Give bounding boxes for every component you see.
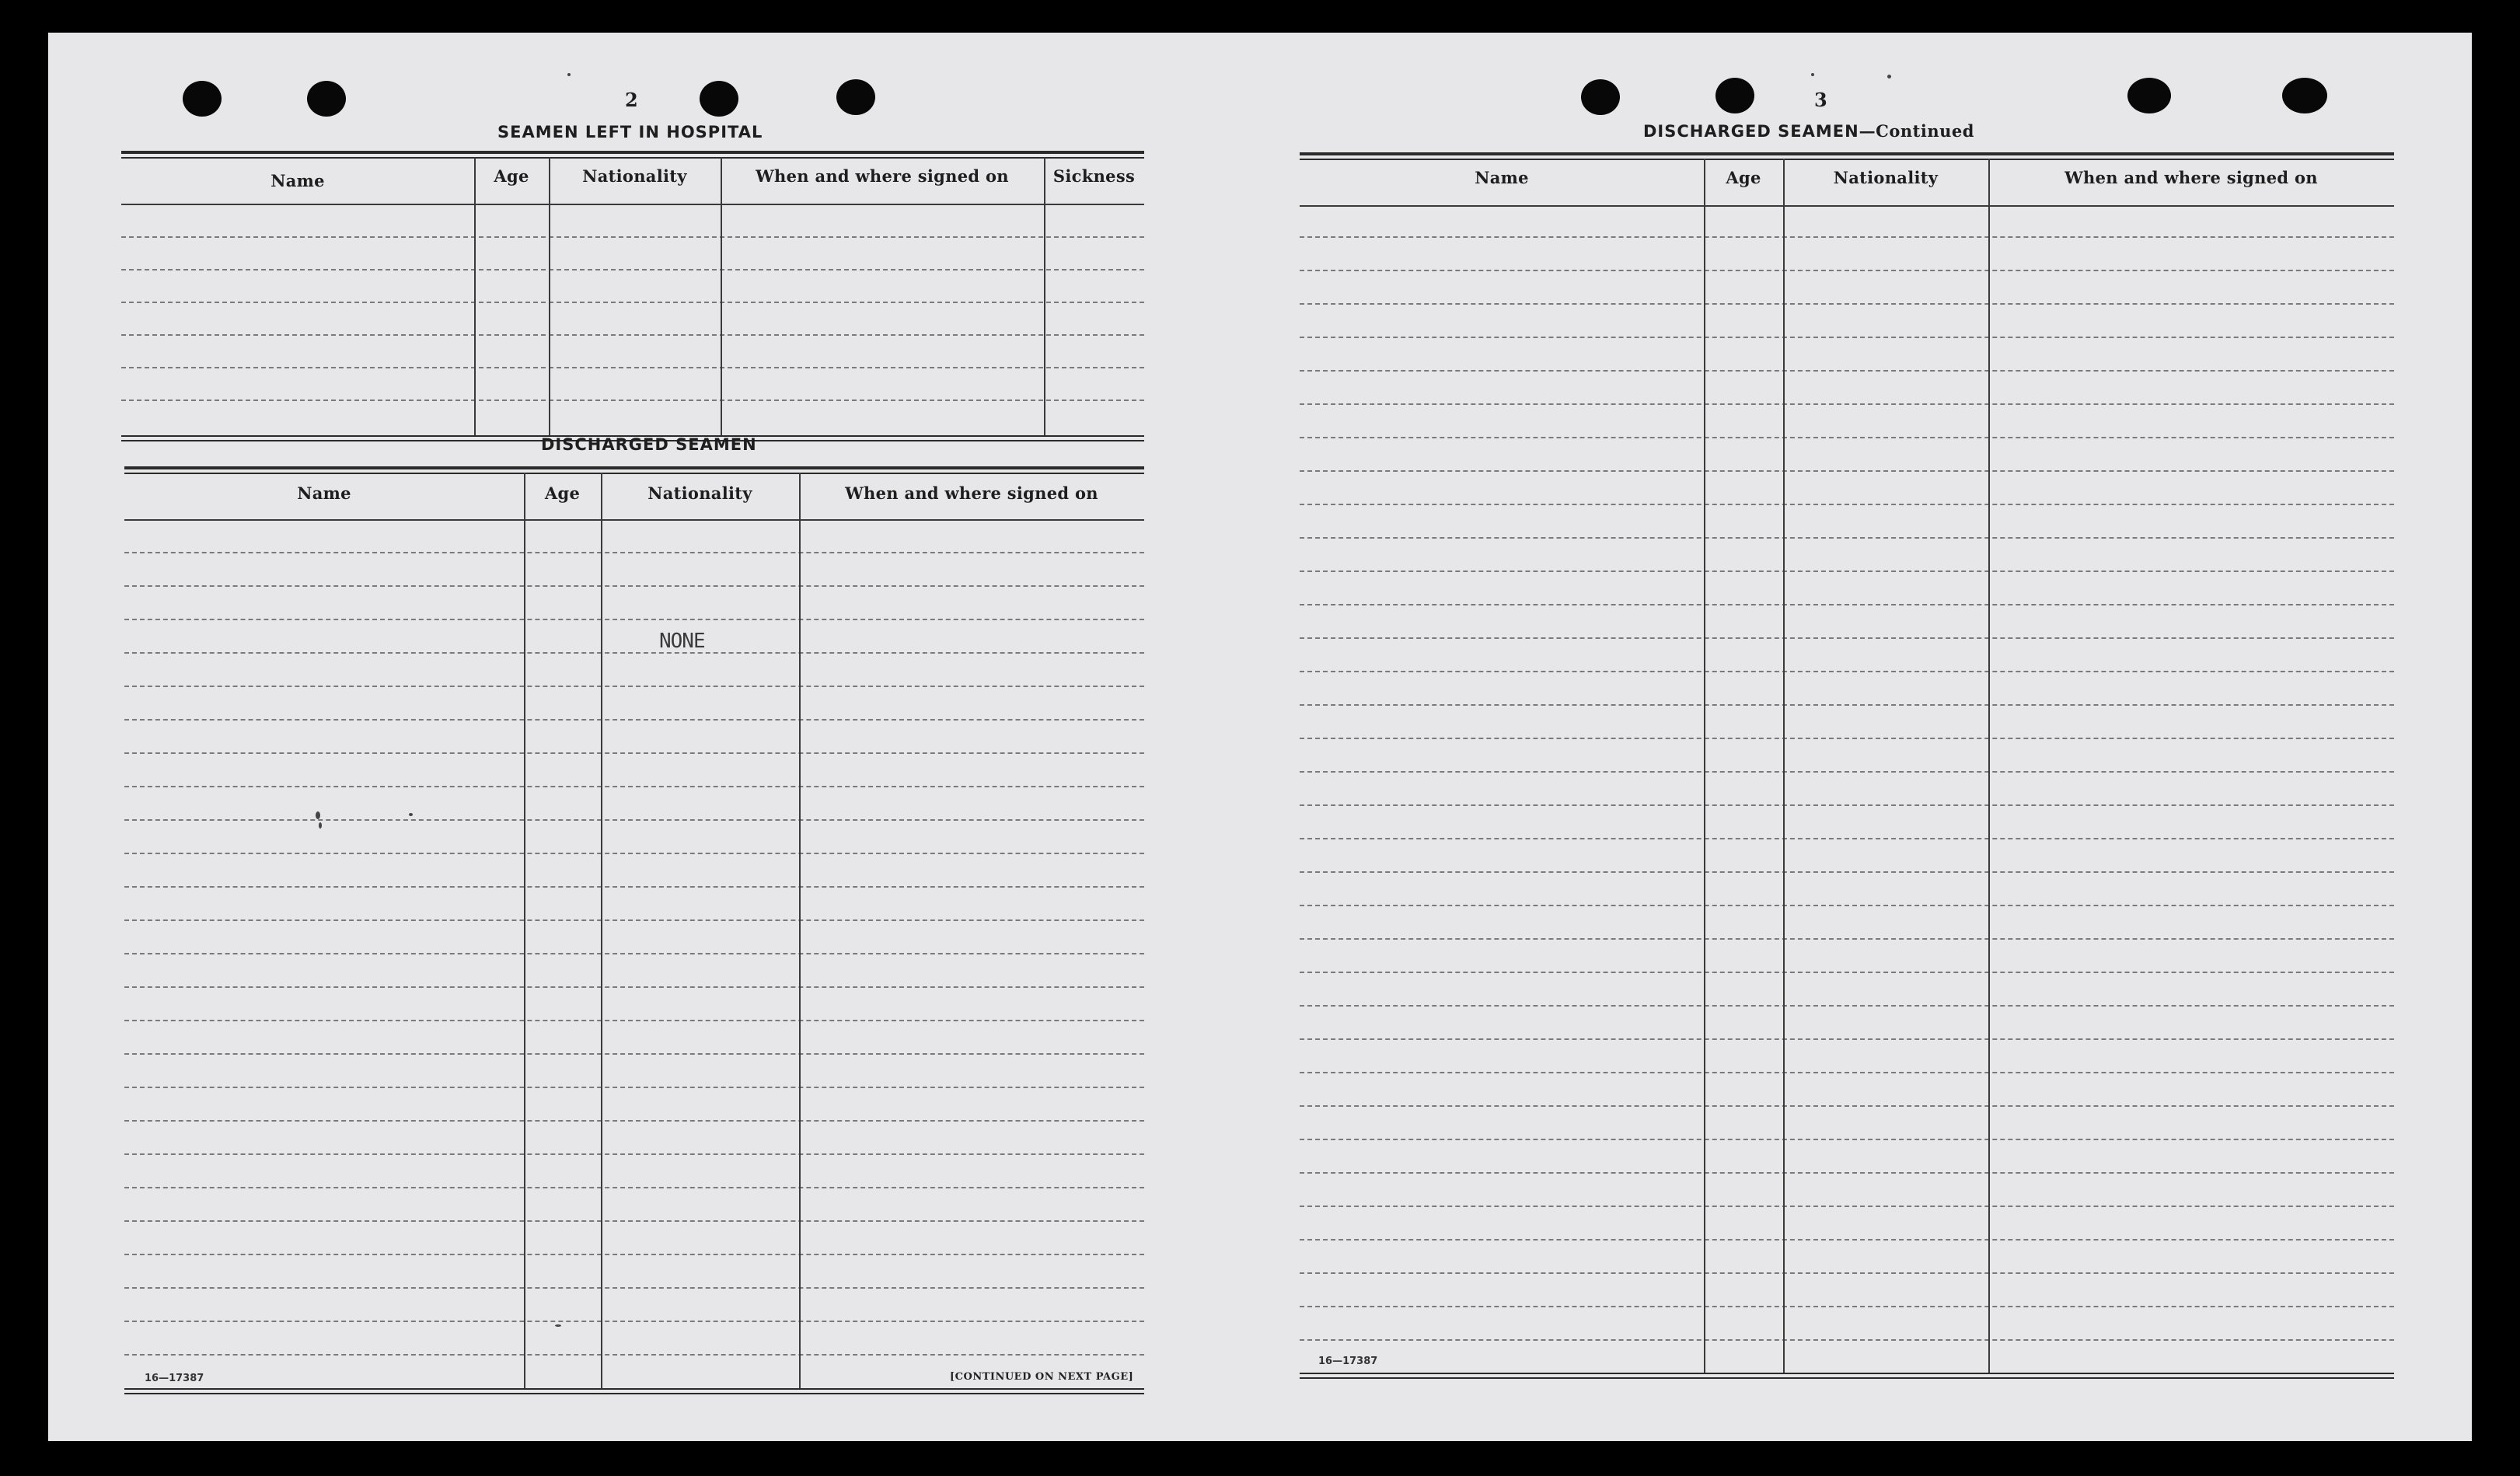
col-header-age: Age (544, 483, 581, 503)
punch-hole (1715, 78, 1754, 113)
col-header-age: Age (1726, 168, 1761, 187)
col-header-sickness: Sickness (1052, 166, 1136, 186)
discharged-table-left (124, 466, 1144, 1401)
hospital-title: SEAMEN LEFT IN HOSPITAL (497, 123, 763, 141)
form-number-right: 16—17387 (1318, 1356, 1378, 1367)
none-stamp: NONE (659, 630, 705, 653)
punch-hole (183, 81, 222, 117)
col-header-nationality: Nationality (647, 483, 752, 503)
ink-mark (409, 813, 413, 816)
col-header-name: Name (1475, 168, 1529, 187)
ink-mark (319, 822, 322, 829)
document-sheet (48, 33, 2472, 1441)
col-header-signed-on: When and where signed on (2065, 168, 2318, 187)
continued-note: [CONTINUED ON NEXT PAGE] (950, 1371, 1134, 1383)
col-header-signed-on: When and where signed on (845, 483, 1098, 503)
col-header-nationality: Nationality (1833, 168, 1939, 187)
ink-mark (1811, 73, 1814, 76)
form-number-left: 16—17387 (145, 1373, 204, 1384)
punch-hole (700, 81, 738, 117)
continued-suffix: —Continued (1859, 121, 1974, 141)
discharged-continued-title (1643, 121, 1974, 141)
col-header-nationality: Nationality (582, 166, 687, 186)
ink-mark (555, 1324, 561, 1327)
punch-hole (2282, 78, 2327, 113)
discharged-title: DISCHARGED SEAMEN (541, 435, 757, 454)
ink-mark (567, 73, 571, 76)
punch-hole (836, 79, 875, 115)
ink-mark (1887, 75, 1891, 79)
discharged-table-right (1300, 152, 2394, 1387)
col-header-name: Name (270, 171, 325, 190)
col-header-age: Age (494, 166, 529, 186)
page-number-right: 3 (1814, 89, 1828, 111)
punch-hole (2127, 78, 2171, 113)
page-number-left: 2 (625, 89, 639, 111)
punch-hole (1581, 79, 1620, 115)
ink-mark (316, 811, 320, 819)
col-header-signed-on: When and where signed on (756, 166, 1009, 186)
hospital-table (121, 151, 1144, 448)
col-header-name: Name (297, 483, 351, 503)
discharged-title-main: DISCHARGED SEAMEN (1643, 122, 1859, 141)
punch-hole (307, 81, 346, 117)
